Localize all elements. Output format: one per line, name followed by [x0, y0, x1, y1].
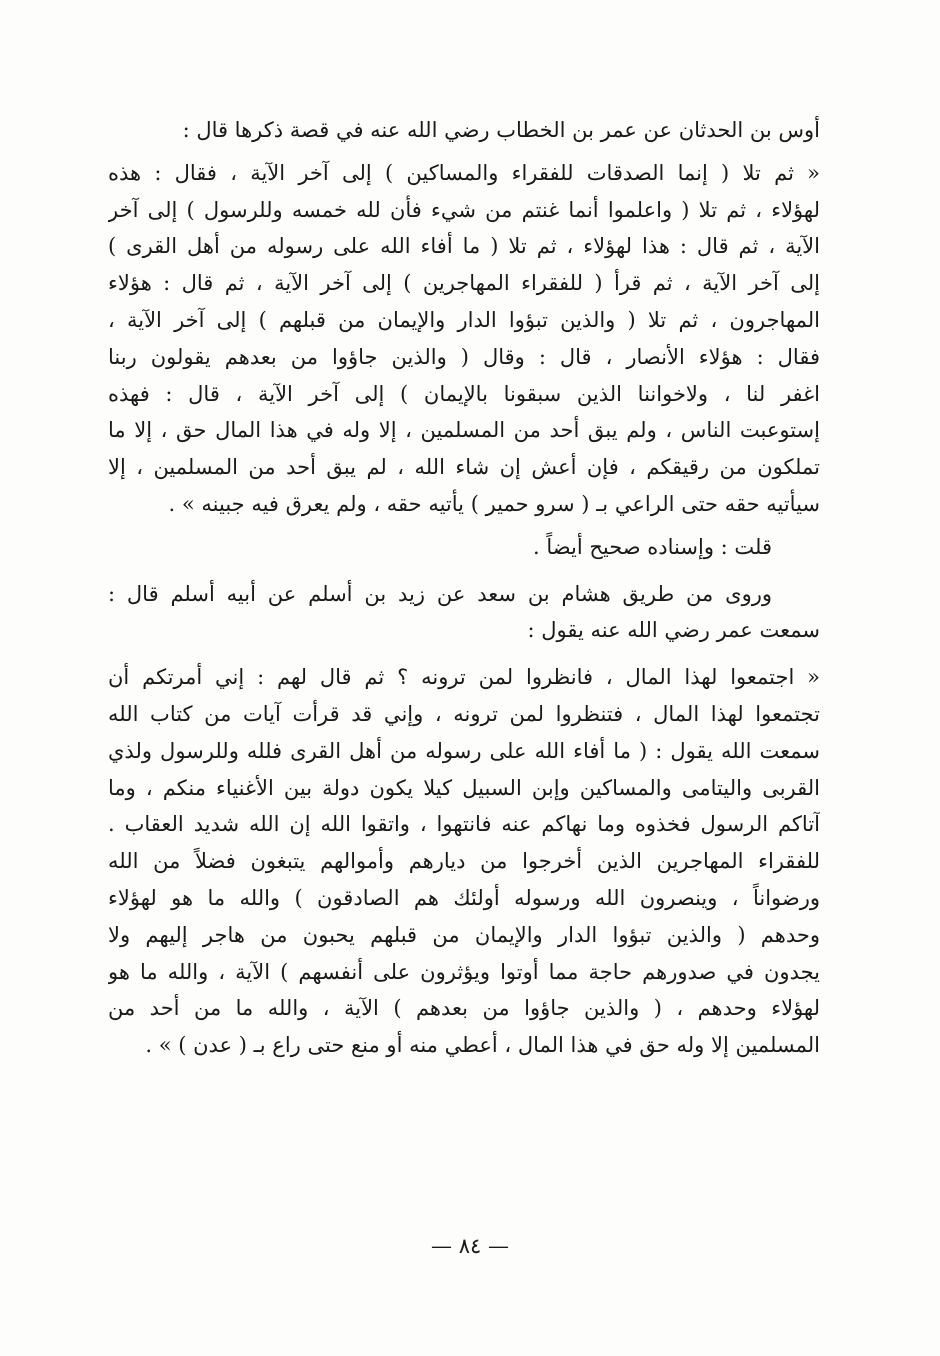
text-line: المهاجرون ، ثم تلا ( والذين تبؤوا الدار والإيمان من قبلهم ) إلى آخر الآية ،	[108, 307, 820, 332]
text-line: « ثم تلا ( إنما الصدقات للفقراء والمساكين ) إلى آخر الآية ، فقال : هذه	[108, 160, 820, 185]
text-line: سيأتيه حقه حتى الراعي بـ ( سرو حمير ) يأتيه حقه ، ولم يعرق فيه جبينه » .	[168, 491, 820, 516]
text-line: قلت : وإسناده صحيح أيضاً .	[533, 534, 772, 559]
paragraph-quote-2	[108, 659, 820, 1064]
text-line: وحدهم ( والذين تبؤوا الدار والإيمان من قبلهم يحبون من هاجر إليهم ولا	[108, 922, 820, 947]
text-line: فقال : هؤلاء الأنصار ، قال : وقال ( والذين جاؤوا من بعدهم يقولون ربنا	[108, 344, 820, 369]
text-line: إلى آخر الآية ، ثم قرأ ( للفقراء المهاجرين ) إلى آخر الآية ، ثم قال : هؤلاء	[108, 271, 820, 296]
text-line: القربى واليتامى والمساكين وإبن السبيل كيلا يكون دولة بين الأغنياء منكم ، وما	[108, 775, 820, 800]
page-number: — ٨٤ —	[431, 1234, 509, 1258]
text-line: ورضواناً ، وينصرون الله ورسوله أولئك هم الصادقون ) والله ما هو لهؤلاء	[108, 885, 820, 910]
text-line: أوس بن الحدثان عن عمر بن الخطاب رضي الله عنه في قصة ذكرها قال :	[182, 118, 820, 142]
text-line: الآية ، ثم قال : هذا لهؤلاء ، ثم تلا ( ما أفاء الله على رسوله من أهل القرى )	[108, 234, 820, 259]
page-body	[108, 112, 820, 1064]
text-line: « اجتمعوا لهذا المال ، فانظروا لمن ترونه ؟ ثم قال لهم : إني أمرتكم أن	[108, 665, 820, 690]
text-line: لهؤلاء ، ثم تلا ( واعلموا أنما غنتم من شيء فأن لله خمسه وللرسول ) إلى آخر	[108, 197, 820, 222]
text-line: يجدون في صدورهم حاجة مما أوتوا ويؤثرون على أنفسهم ) الآية ، والله ما هو	[108, 959, 820, 984]
text-line: وروى من طريق هشام بن سعد عن زيد بن أسلم عن أبيه أسلم قال :	[108, 581, 772, 606]
text-line: سمعت الله يقول : ( ما أفاء الله على رسوله من أهل القرى فلله وللرسول ولذي	[108, 738, 820, 763]
paragraph-narration	[108, 576, 820, 650]
paragraph-note	[108, 529, 820, 566]
text-line: المسلمين إلا وله حق في هذا المال ، أعطي منه أو منع حتى راع بـ ( عدن ) » .	[145, 1033, 820, 1058]
text-line: تملكون من رقيقكم ، فإن أعش إن شاء الله ، لم يبق أحد من المسلمين ، إلا	[108, 455, 820, 480]
text-line: للفقراء المهاجرين الذين أخرجوا من ديارهم وأموالهم يتبغون فضلاً من الله	[108, 849, 820, 874]
text-line: لهؤلاء وحدهم ، ( والذين جاؤوا من بعدهم ) الآية ، والله ما من أحد من	[108, 996, 820, 1021]
text-line: إستوعبت الناس ، ولم يبق أحد من المسلمين ، إلا وله في هذا المال حق ، إلا ما	[108, 418, 820, 443]
text-line: اغفر لنا ، ولاخواننا الذين سبقونا بالإيمان ) إلى آخر الآية ، قال : فهذه	[108, 381, 820, 406]
text-line: سمعت عمر رضي الله عنه يقول :	[527, 618, 820, 643]
text-line: تجتمعوا لهذا المال ، فتنظروا لمن ترونه ، وإني قد قرأت آيات من كتاب الله	[108, 701, 820, 726]
paragraph-intro	[108, 112, 820, 149]
text-line: آتاكم الرسول فخذوه وما نهاكم عنه فانتهوا ، واتقوا الله إن الله شديد العقاب .	[108, 812, 820, 837]
paragraph-quote-1	[108, 155, 820, 523]
